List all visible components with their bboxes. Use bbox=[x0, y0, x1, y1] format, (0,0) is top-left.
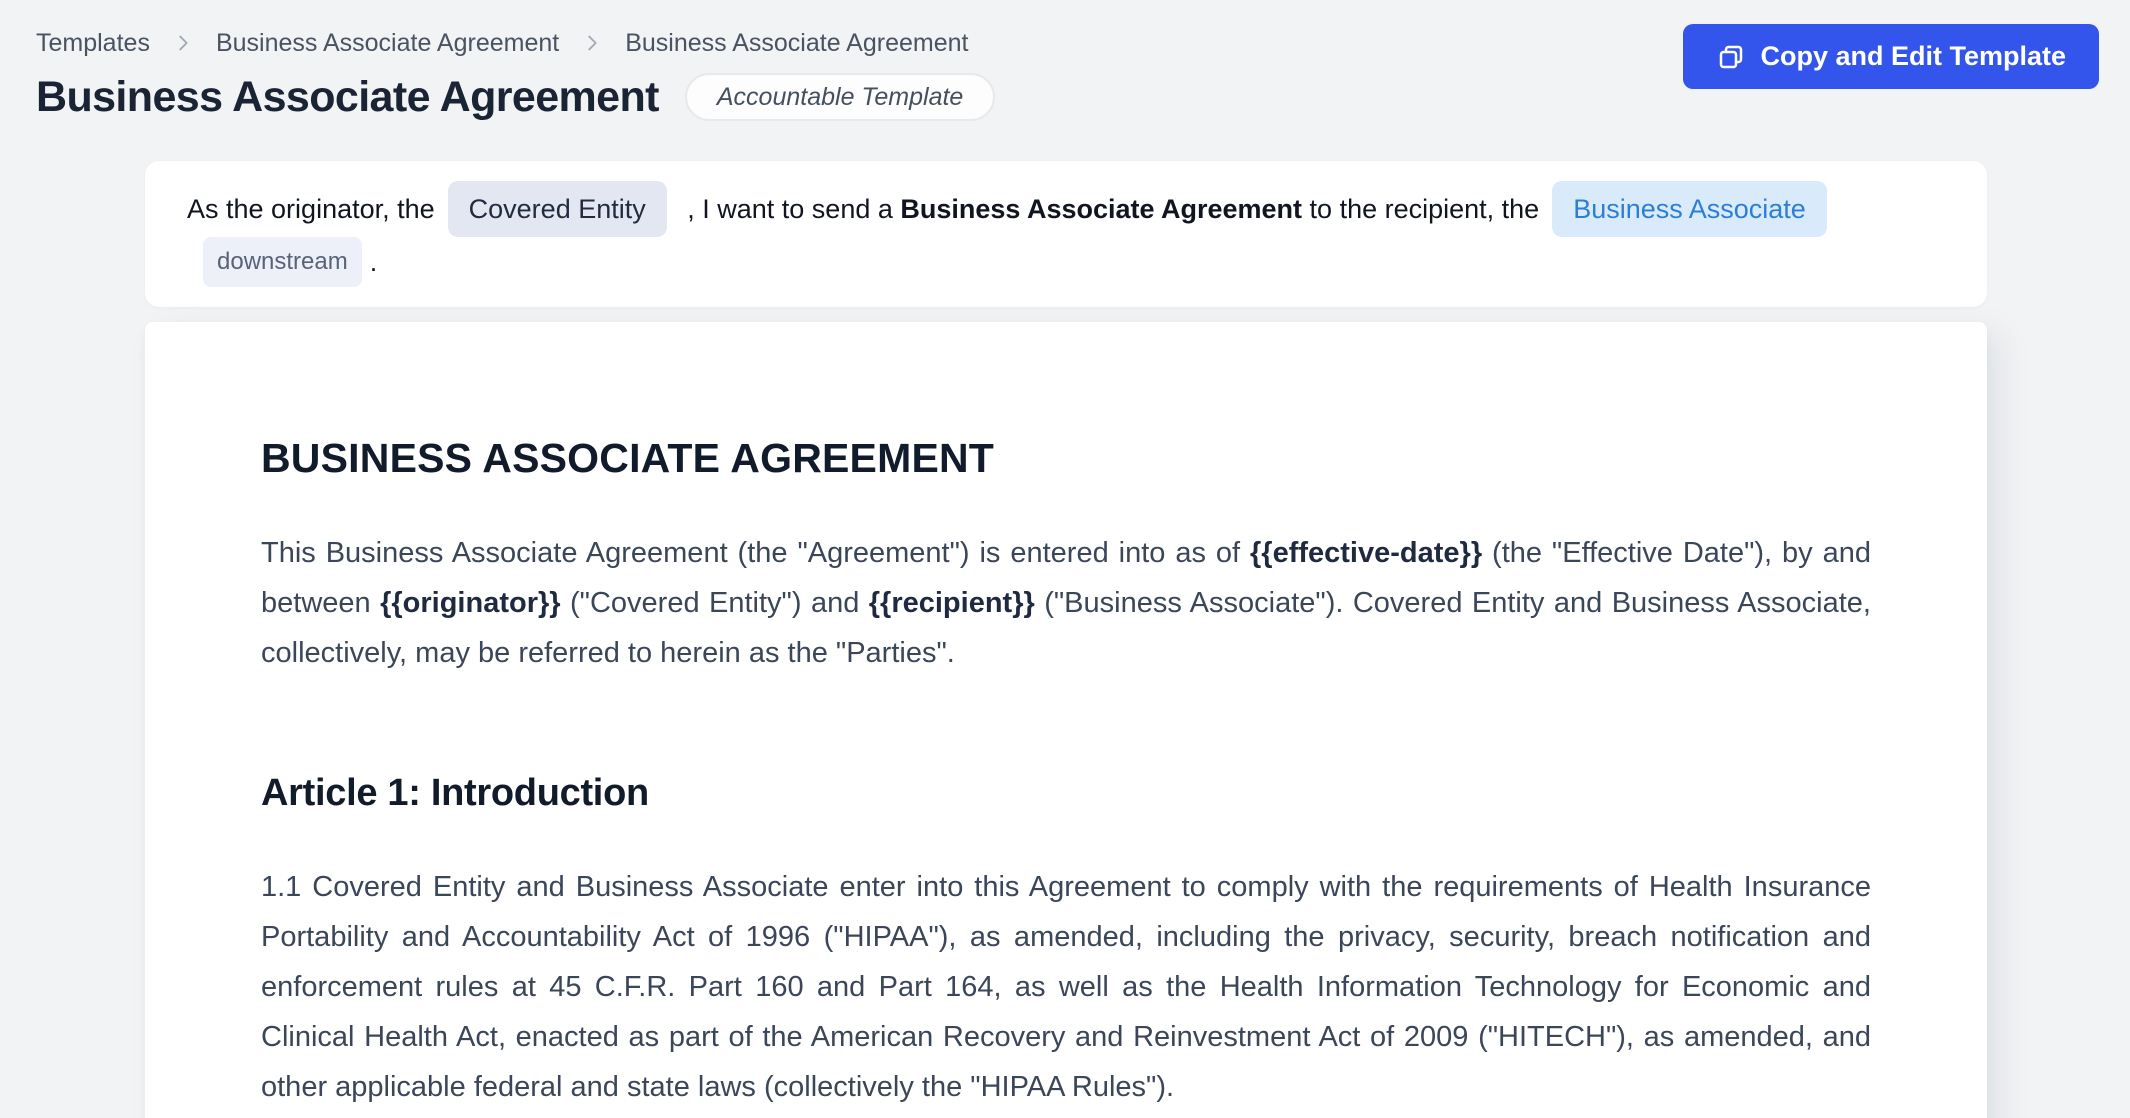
article-1-paragraph: 1.1 Covered Entity and Business Associate enter into this Agreement to comply with the requirements of Health Insurance Portability and Accountability Act of 1996 ("HIPAA"), as amended, including the privacy, security, breach notification and enforcement rules at 45 C.F.R. Part 160 and Part 164, as well as the Health Information Technology for Economic and Clinical Health Act, enacted as part of the American Recovery and Reinvestment Act of 2009 ("HITECH"), as amended, and other applicable federal and state laws (collectively the "HIPAA Rules"). bbox=[261, 871, 1871, 1103]
sentence-mid-text-2: to the recipient, the bbox=[1302, 194, 1540, 224]
sentence-mid-text: , I want to send a bbox=[679, 194, 901, 224]
chevron-right-icon bbox=[581, 32, 603, 54]
sentence-lead-text: As the originator, the bbox=[187, 194, 435, 224]
breadcrumb-item-template-group[interactable]: Business Associate Agreement bbox=[215, 29, 560, 57]
direction-chip[interactable]: downstream bbox=[203, 237, 362, 287]
article-1-heading: Article 1: Introduction bbox=[261, 772, 649, 814]
chevron-right-icon bbox=[172, 32, 194, 54]
breadcrumb-item-current: Business Associate Agreement bbox=[625, 29, 969, 57]
breadcrumb-item-templates[interactable]: Templates bbox=[36, 29, 150, 57]
sentence-period: . bbox=[369, 247, 378, 277]
document-title: BUSINESS ASSOCIATE AGREEMENT bbox=[261, 435, 995, 481]
copy-and-edit-template-button[interactable] bbox=[1683, 24, 2099, 89]
sentence-builder bbox=[187, 181, 1945, 287]
copy-icon bbox=[1716, 42, 1746, 72]
sentence-document-name: Business Associate Agreement bbox=[900, 194, 1303, 224]
document-preview bbox=[145, 322, 1987, 1118]
page-title: Business Associate Agreement bbox=[36, 73, 659, 121]
document-intro-paragraph: This Business Associate Agreement (the "Agreement") is entered into as of {{effective-date}} (the "Effective Date"), by and between {{originator}} ("Covered Entity") and {{recipient}} ("Business Associate"). Covered Entity and Business Associate, collectively, may be referred to herein as the "Parties". bbox=[261, 537, 1871, 669]
accountable-template-badge: Accountable Template bbox=[685, 73, 995, 121]
sentence-builder-bar bbox=[145, 161, 1987, 307]
originator-chip[interactable]: Covered Entity bbox=[448, 181, 667, 237]
recipient-chip[interactable]: Business Associate bbox=[1552, 181, 1827, 237]
page-header bbox=[0, 0, 2130, 124]
copy-button-label: Copy and Edit Template bbox=[1760, 41, 2066, 71]
